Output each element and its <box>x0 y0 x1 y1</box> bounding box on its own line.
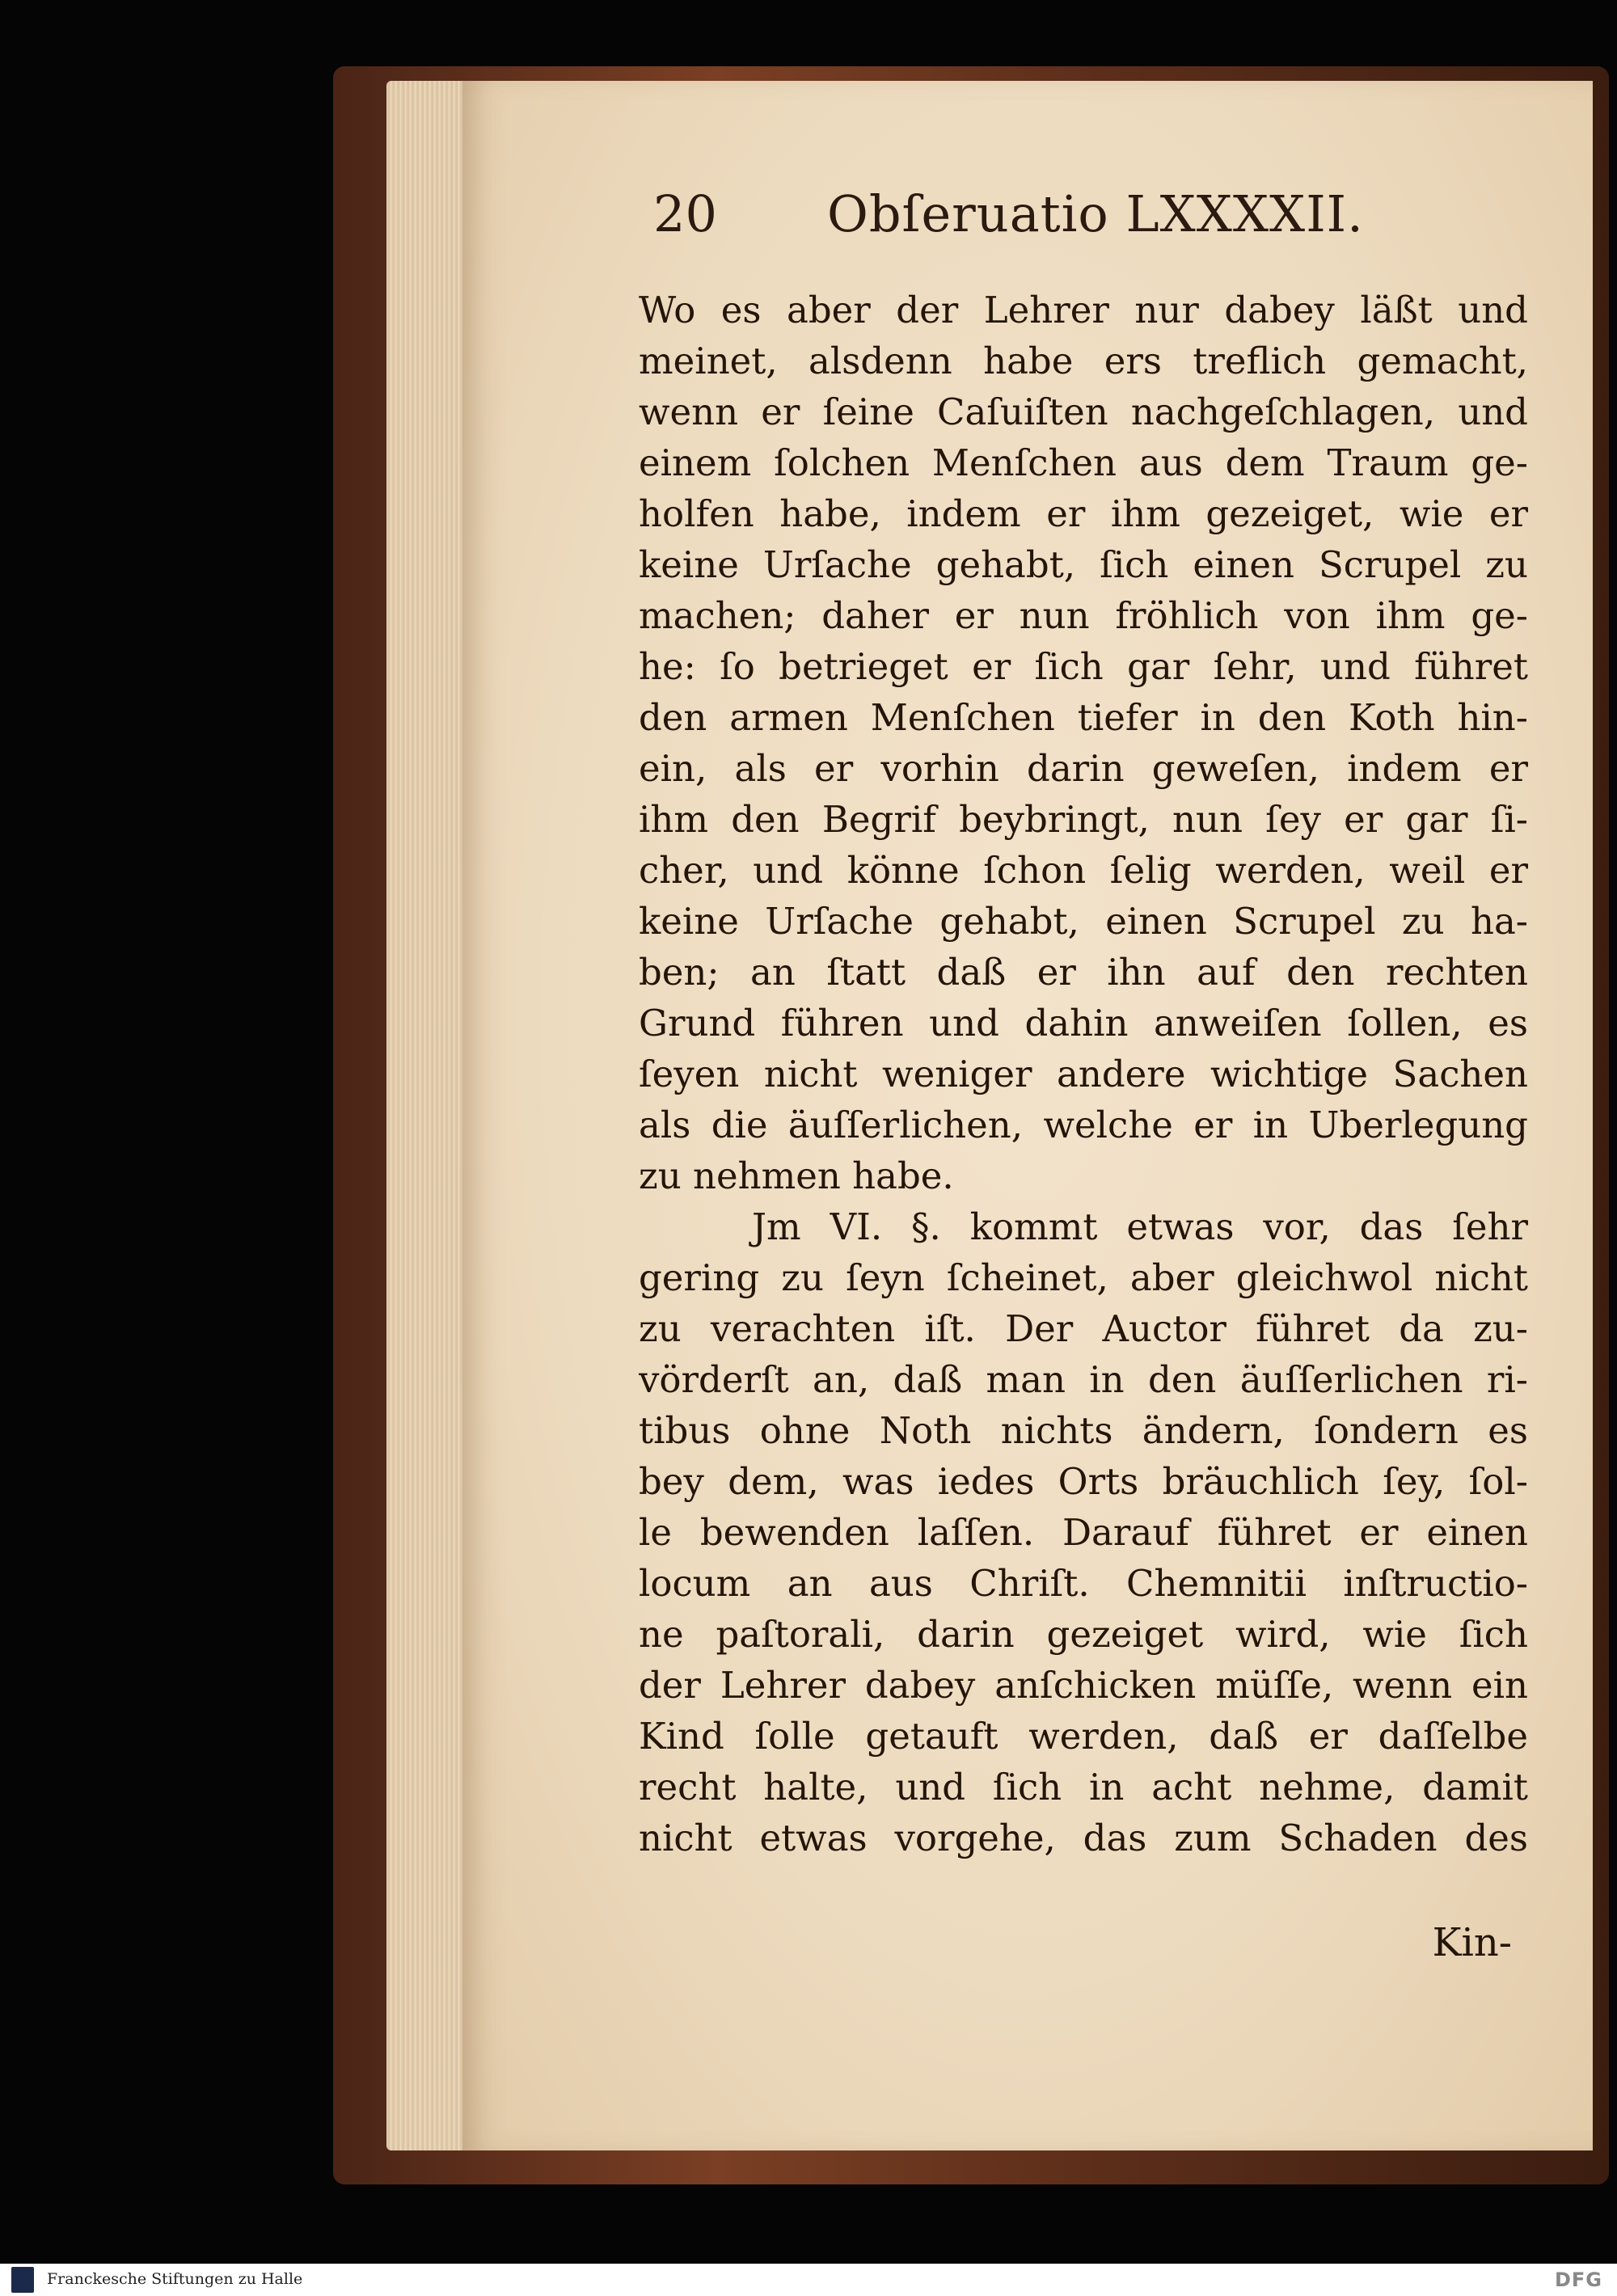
text-line: ne paſtorali, darin gezeiget wird, wie ſich <box>639 1613 1528 1656</box>
text-line: tibus ohne Noth nichts ändern, ſondern es <box>639 1409 1528 1452</box>
paragraph-start-line: Jm VI. §. kommt etwas vor, das ſehr <box>752 1205 1528 1248</box>
text-line: keine Urſache gehabt, ſich einen Scrupel zu <box>639 543 1528 586</box>
text-line: zu verachten iſt. Der Auctor führet da zu- <box>639 1307 1528 1350</box>
text-line: gering zu ſeyn ſcheinet, aber gleichwol nicht <box>639 1256 1528 1299</box>
text-line: zu nehmen habe. <box>639 1154 954 1197</box>
institution-logo-icon <box>11 2267 34 2293</box>
text-line: vörderſt an, daß man in den äuſſerlichen ri- <box>639 1358 1528 1401</box>
text-line: der Lehrer dabey anſchicken müſſe, wenn ein <box>639 1664 1528 1707</box>
viewer-footer <box>0 2264 1617 2296</box>
institution-name[interactable]: Franckesche Stiftungen zu Halle <box>47 2270 303 2288</box>
text-line: holfen habe, indem er ihm gezeiget, wie er <box>639 492 1528 535</box>
text-line: machen; daher er nun fröhlich von ihm ge- <box>639 594 1528 637</box>
text-line: recht halte, und ſich in acht nehme, damit <box>639 1766 1528 1809</box>
text-line: wenn er ſeine Caſuiſten nachgeſchlagen, und <box>639 390 1528 433</box>
text-line: Wo es aber der Lehrer nur dabey läßt und <box>639 289 1528 331</box>
text-line: le bewenden laſſen. Darauf führet er einen <box>639 1511 1528 1554</box>
text-line: nicht etwas vorgehe, das zum Schaden des <box>639 1817 1528 1859</box>
text-block <box>639 285 1528 1990</box>
text-line: einem ſolchen Menſchen aus dem Traum ge- <box>639 441 1528 484</box>
running-head <box>653 184 1381 249</box>
text-line: ein, als er vorhin darin geweſen, indem er <box>639 747 1528 790</box>
text-line: Kind ſolle getauft werden, daß er daſſelbe <box>639 1715 1528 1758</box>
text-line: ihm den Begrif beybringt, nun ſey er gar ſi- <box>639 798 1528 841</box>
text-line: keine Urſache gehabt, einen Scrupel zu ha- <box>639 900 1528 943</box>
page-title: Obſeruatio LXXXXII. <box>827 184 1364 243</box>
text-line: cher, und könne ſchon ſelig werden, weil er <box>639 849 1528 892</box>
text-line: he: ſo betrieget er ſich gar ſehr, und führet <box>639 645 1528 688</box>
text-line: ben; an ſtatt daß er ihn auf den rechten <box>639 951 1528 994</box>
dfg-logo[interactable]: DFG <box>1554 2269 1602 2291</box>
catchword: Kin- <box>1432 1920 1512 1965</box>
text-line: ſeyen nicht weniger andere wichtige Sachen <box>639 1053 1528 1095</box>
text-line: locum an aus Chriſt. Chemnitii inſtructio- <box>639 1562 1528 1605</box>
text-line: als die äuſſerlichen, welche er in Uberlegung <box>639 1104 1528 1146</box>
page-number: 20 <box>653 184 717 243</box>
text-line: Grund führen und dahin anweiſen ſollen, es <box>639 1002 1528 1045</box>
text-line: bey dem, was iedes Orts bräuchlich ſey, ſol- <box>639 1460 1528 1503</box>
text-line: meinet, alsdenn habe ers treflich gemacht, <box>639 340 1528 382</box>
text-line: den armen Menſchen tiefer in den Koth hin- <box>639 696 1528 739</box>
